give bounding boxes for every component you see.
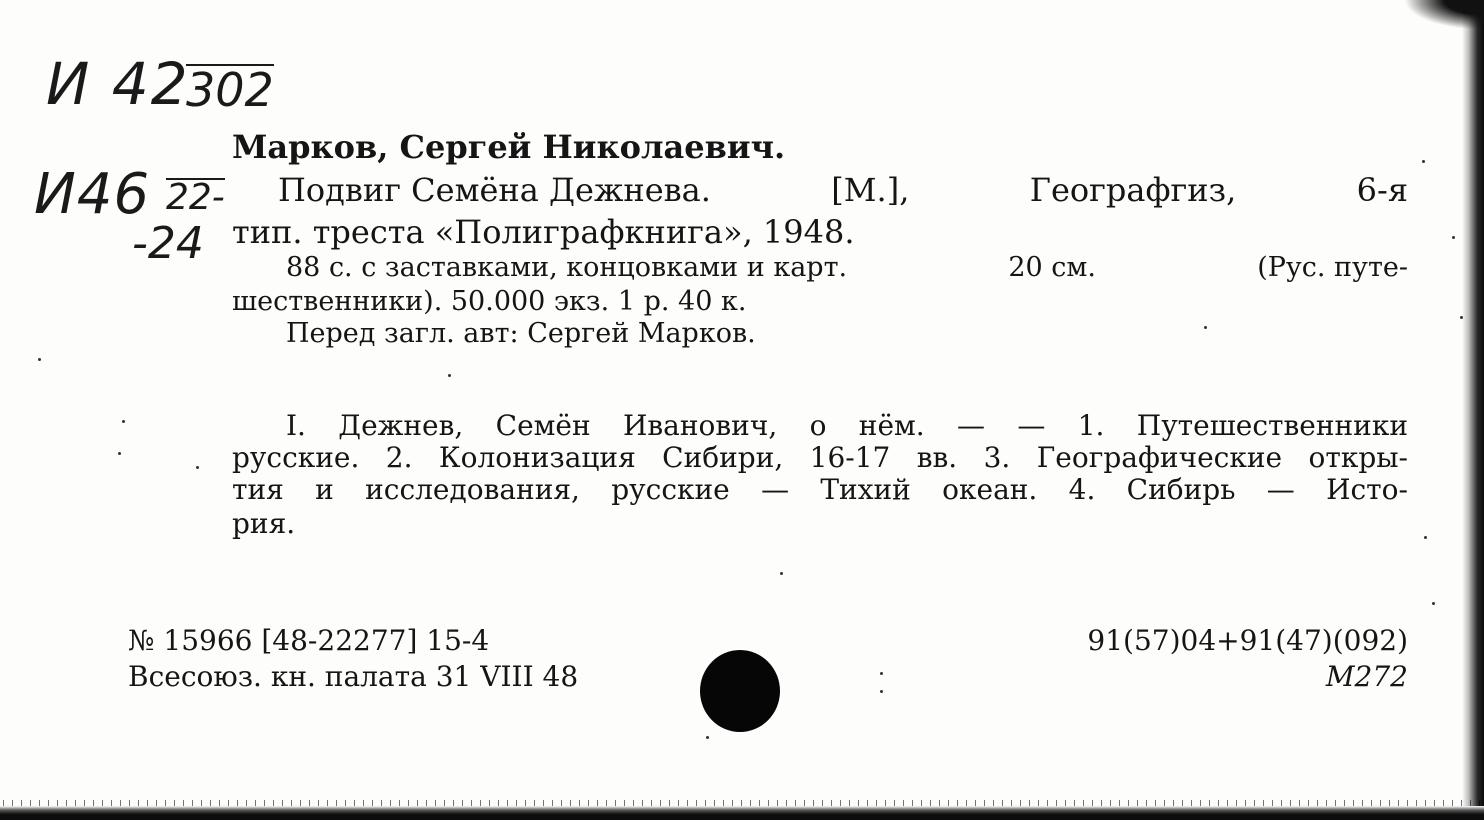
- author-code: [1326, 660, 1408, 694]
- subjects-line-2-text: русские. 2. Колонизация Сибири, 16-17 вв. 3. Географические откры-: [232, 441, 1408, 474]
- scan-speck: [880, 690, 883, 693]
- author-code-text: М272: [1325, 660, 1408, 693]
- publisher: Географгиз,: [1029, 171, 1237, 209]
- subjects-line-4: [232, 508, 295, 540]
- series-price-line: [232, 286, 746, 318]
- scan-speck: [706, 736, 709, 739]
- scan-speck: [1422, 160, 1425, 163]
- scan-speck: [1452, 236, 1455, 239]
- imprint-line: [232, 214, 855, 250]
- card-corner-shadow: [1404, 0, 1484, 30]
- title-text: Подвиг Семёна Дежнева.: [278, 171, 711, 209]
- subjects-line-1-text: I. Дежнев, Семён Иванович, о нём. — — 1. Путешественники: [286, 409, 1408, 442]
- subjects-line-3: [232, 474, 1408, 506]
- scan-speck: [1460, 316, 1463, 319]
- note-line: [286, 318, 756, 350]
- subjects-line-3-text: тия и исследования, русские — Тихий океан. 4. Сибирь — Исто-: [232, 473, 1408, 506]
- author-heading-text: Марков, Сергей Николаевич.: [232, 128, 786, 166]
- author-heading: [232, 130, 785, 164]
- scan-speck: [1432, 602, 1435, 605]
- series-start: (Рус. путе-: [1257, 252, 1408, 283]
- card-punch-hole: [700, 650, 780, 732]
- classification-code: [1087, 624, 1408, 658]
- scan-speck: [122, 420, 125, 423]
- scan-speck: [1424, 536, 1427, 539]
- shelf-mark-secondary-range: [132, 218, 204, 269]
- subjects-line-1: [286, 410, 1408, 442]
- pagination: 88 с. с заставками, концовками и карт.: [286, 252, 848, 283]
- dimensions: 20 см.: [1008, 252, 1096, 283]
- note-text: Перед загл. авт: Сергей Марков.: [286, 318, 756, 349]
- record-number-text: № 15966 [48-22277] 15-4: [128, 624, 490, 657]
- scan-speck: [780, 572, 783, 575]
- scan-speck: [1204, 326, 1207, 329]
- shelf-mark-secondary-sub: [166, 178, 225, 216]
- title-line: [278, 172, 1408, 208]
- chamber-stamp-text: Всесоюз. кн. палата 31 VIII 48: [128, 660, 579, 693]
- card-edge-shadow-bottom: [0, 806, 1484, 820]
- shelf-mark-secondary-text: И46: [34, 162, 151, 227]
- card-edge-shadow-right: [1462, 0, 1484, 820]
- publication-place: [М.],: [831, 171, 910, 209]
- scan-speck: [448, 374, 451, 377]
- record-number: [128, 624, 489, 658]
- shelf-mark-primary-sub-text: 302: [186, 63, 274, 117]
- printing-house-number: 6-я: [1356, 171, 1408, 209]
- subjects-line-4-text: рия.: [232, 507, 296, 540]
- scan-speck: [880, 672, 883, 675]
- subjects-line-2: [232, 442, 1408, 474]
- series-price-text: шественники). 50.000 экз. 1 р. 40 к.: [232, 286, 747, 317]
- shelf-mark-secondary-sub-text: 22-: [166, 177, 225, 218]
- chamber-stamp: [128, 660, 578, 694]
- scan-speck: [118, 452, 121, 455]
- shelf-mark-primary-text: И 42: [46, 50, 190, 118]
- imprint-text: тип. треста «Полиграфкнига», 1948.: [232, 213, 855, 251]
- scan-speck: [38, 358, 41, 361]
- shelf-mark-secondary-range-text: -24: [132, 218, 204, 269]
- scan-speck: [196, 466, 199, 469]
- collation-line: [286, 252, 1408, 284]
- classification-code-text: 91(57)04+91(47)(092): [1087, 624, 1408, 657]
- shelf-mark-primary: [46, 50, 190, 118]
- shelf-mark-primary-sub: [186, 63, 274, 117]
